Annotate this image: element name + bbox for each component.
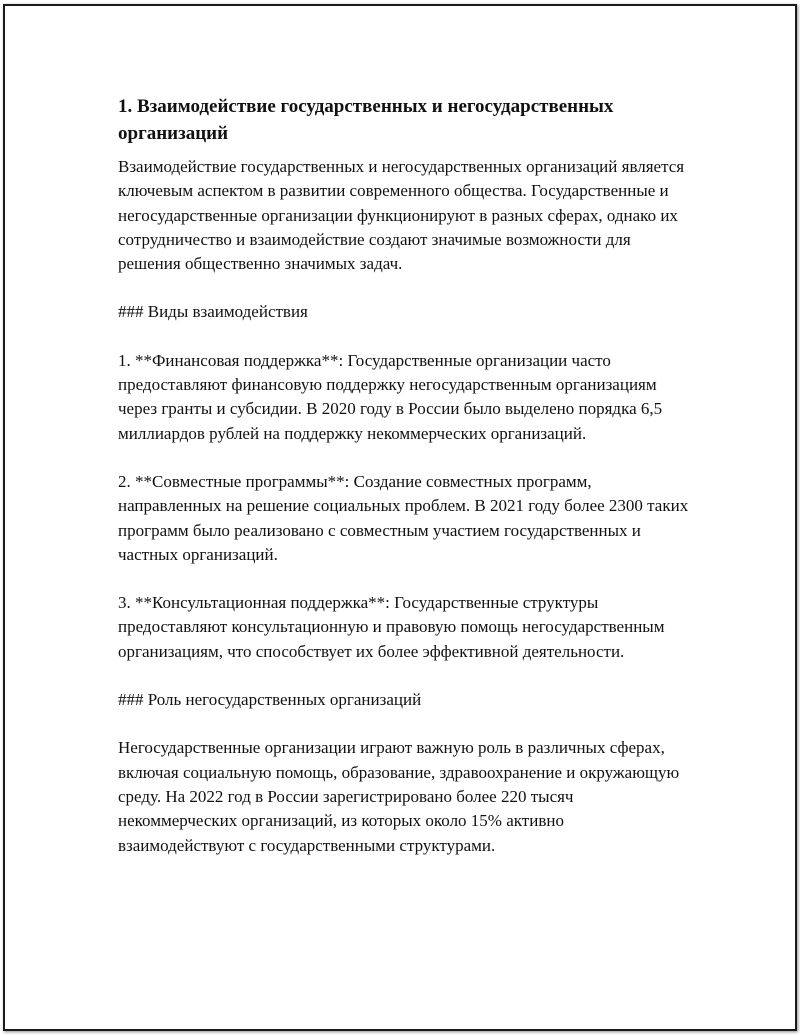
spacer <box>118 712 693 736</box>
list-item-joint-programs: 2. **Совместные программы**: Создание совместных программ, направленных на решение социальных проблем. В 2021 году более 2300 таких программ было реализовано с совместным участием государственных и частных организаций. <box>118 471 689 564</box>
document-title: 1. Взаимодействие государственных и негосударственных организаций <box>118 96 614 144</box>
section-heading-types: ### Виды взаимодействия <box>118 302 308 322</box>
intro-paragraph: Взаимодействие государственных и негосударственных организаций является ключевым аспектом в развитии современного общества. Государственные и негосударственные организации функционируют в разных сферах, однако их сотрудничество и взаимодействие создают значимые возможности для решения общественно значимых задач. <box>118 157 685 274</box>
closing-paragraph: Негосударственные организации играют важную роль в различных сферах, включая социальную помощь, образование, здравоохранение и окружающую среду. На 2022 год в России зарегистрировано более 220 тысяч некоммерческих организаций, из которых около 15% активно взаимодействуют с государственными структурами. <box>118 738 680 855</box>
spacer <box>118 567 693 591</box>
spacer <box>118 325 693 349</box>
spacer <box>118 276 693 300</box>
section-heading-role: ### Роль негосударственных организаций <box>118 690 422 710</box>
list-item-consulting-support: 3. **Консультационная поддержка**: Государственные структуры предоставляют консультационную и правовую помощь негосударственным организациям, что способствует их более эффективной деятельности. <box>118 593 665 661</box>
document-body <box>118 93 693 858</box>
spacer <box>118 446 693 470</box>
spacer <box>118 664 693 688</box>
list-item-financial-support: 1. **Финансовая поддержка**: Государственные организации часто предоставляют финансовую поддержку негосударственным организациям через гранты и субсидии. В 2020 году в России было выделено порядка 6,5 миллиардов рублей на поддержку некоммерческих организаций. <box>118 350 663 443</box>
